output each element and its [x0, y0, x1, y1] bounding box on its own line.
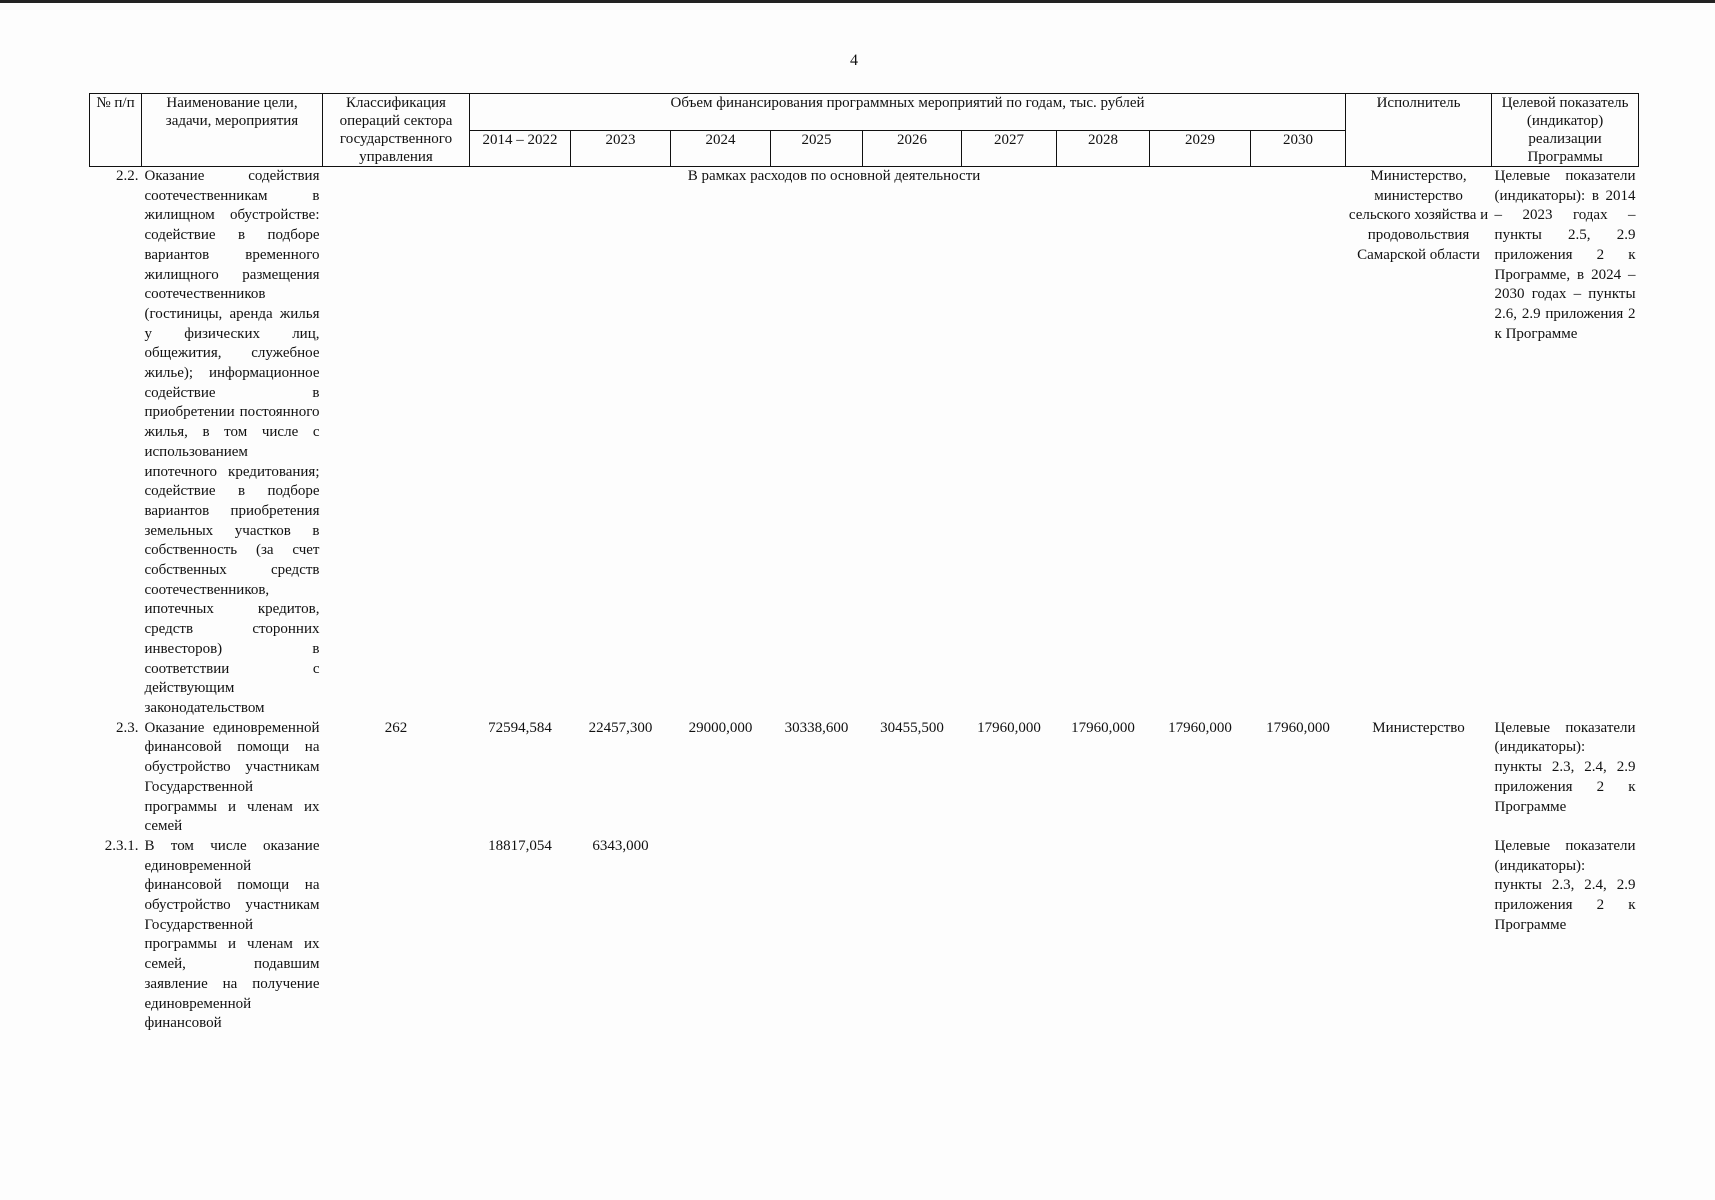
row-value-empty [771, 837, 863, 1034]
row-value-empty [1057, 837, 1150, 1034]
row-number: 2.3.1. [104, 837, 139, 854]
header-year: 2030 [1251, 130, 1346, 167]
row-executor [1346, 837, 1492, 1034]
row-value: 17960,000 [1071, 719, 1135, 736]
row-value: 30455,500 [880, 719, 944, 736]
table-row [90, 167, 1639, 719]
row-value-empty [1150, 837, 1251, 1034]
row-name: Оказание единовременной финансовой помощи на обустройство участникам Государственной программы и членам их семей [144, 719, 320, 835]
row-number: 2.2. [116, 168, 139, 184]
header-year: 2024 [671, 130, 771, 167]
row-classification: 262 [384, 719, 408, 736]
row-name: В том числе оказание единовременной финансовой помощи на обустройство участникам Государственной программы и членам их семей, подавшим заявление на получение единовременной финансовой [144, 837, 320, 1032]
funding-table [89, 93, 1639, 1034]
row-indicator: Целевые показатели (индикаторы): пункты 2.3, 2.4, 2.9 приложения 2 к Программе [1494, 719, 1636, 815]
row-value: 17960,000 [977, 719, 1041, 736]
row-value-empty [962, 837, 1057, 1034]
row-indicator: Целевые показатели (индикаторы): в 2014 – 2023 годах – пункты 2.5, 2.9 приложения 2 к Программе, в 2024 – 2030 годах – пункты 2.6, 2.9 приложения 2 к Программе [1494, 168, 1636, 342]
row-value: 17960,000 [1266, 719, 1330, 736]
header-year: 2029 [1150, 130, 1251, 167]
row-executor: Министерство, министерство сельского хозяйства и продовольствия Самарской области [1348, 168, 1489, 263]
row-name: Оказание содействия соотечественникам в жилищном обустройстве: содействие в подборе вариантов временного жилищного размещения соотечественников (гостиницы, аренда жилья у физических лиц, общежития, служебное жилье); информационное содействие в приобретении постоянного жилья, в том числе с использованием ипотечного кредитования; содействие в подборе вариантов приобретения земельных участков в собственность (за счет собственных средств соотечественников, ипотечных кредитов, средств сторонних инвесторов) в соответствии с действующим законодательством [144, 168, 320, 716]
header-name: Наименование цели, задачи, мероприятия [142, 94, 323, 167]
row-classification [323, 837, 470, 1034]
row-indicator: Целевые показатели (индикаторы): пункты 2.3, 2.4, 2.9 приложения 2 к Программе [1494, 837, 1636, 933]
header-year: 2014 – 2022 [470, 130, 571, 167]
row-note: В рамках расходов по основной деятельности [687, 168, 981, 184]
row-value: 17960,000 [1168, 719, 1232, 736]
header-num: № п/п [90, 94, 142, 167]
row-value: 29000,000 [688, 719, 753, 736]
page-top-border [0, 0, 1715, 3]
row-value-empty [671, 837, 771, 1034]
row-value: 30338,600 [784, 719, 849, 736]
header-year: 2026 [863, 130, 962, 167]
row-number: 2.3. [116, 719, 139, 736]
row-executor: Министерство [1372, 719, 1465, 736]
table-row [90, 837, 1639, 1034]
header-executor: Исполнитель [1346, 94, 1492, 167]
header-funding: Объем финансирования программных мероприятий по годам, тыс. рублей [470, 94, 1346, 131]
row-value-empty [863, 837, 962, 1034]
table-row [90, 719, 1639, 837]
header-indicator: Целевой показатель (индикатор) реализации Программы [1492, 94, 1639, 167]
row-value: 72594,584 [488, 719, 552, 736]
header-year: 2028 [1057, 130, 1150, 167]
header-classification: Классификация операций сектора государственного управления [323, 94, 470, 167]
header-year: 2025 [771, 130, 863, 167]
row-value-empty [1251, 837, 1346, 1034]
header-year: 2023 [571, 130, 671, 167]
header-year: 2027 [962, 130, 1057, 167]
row-value: 18817,054 [488, 837, 552, 854]
row-value: 6343,000 [592, 837, 649, 854]
page-number: 4 [850, 52, 858, 69]
row-value: 22457,300 [588, 719, 653, 736]
